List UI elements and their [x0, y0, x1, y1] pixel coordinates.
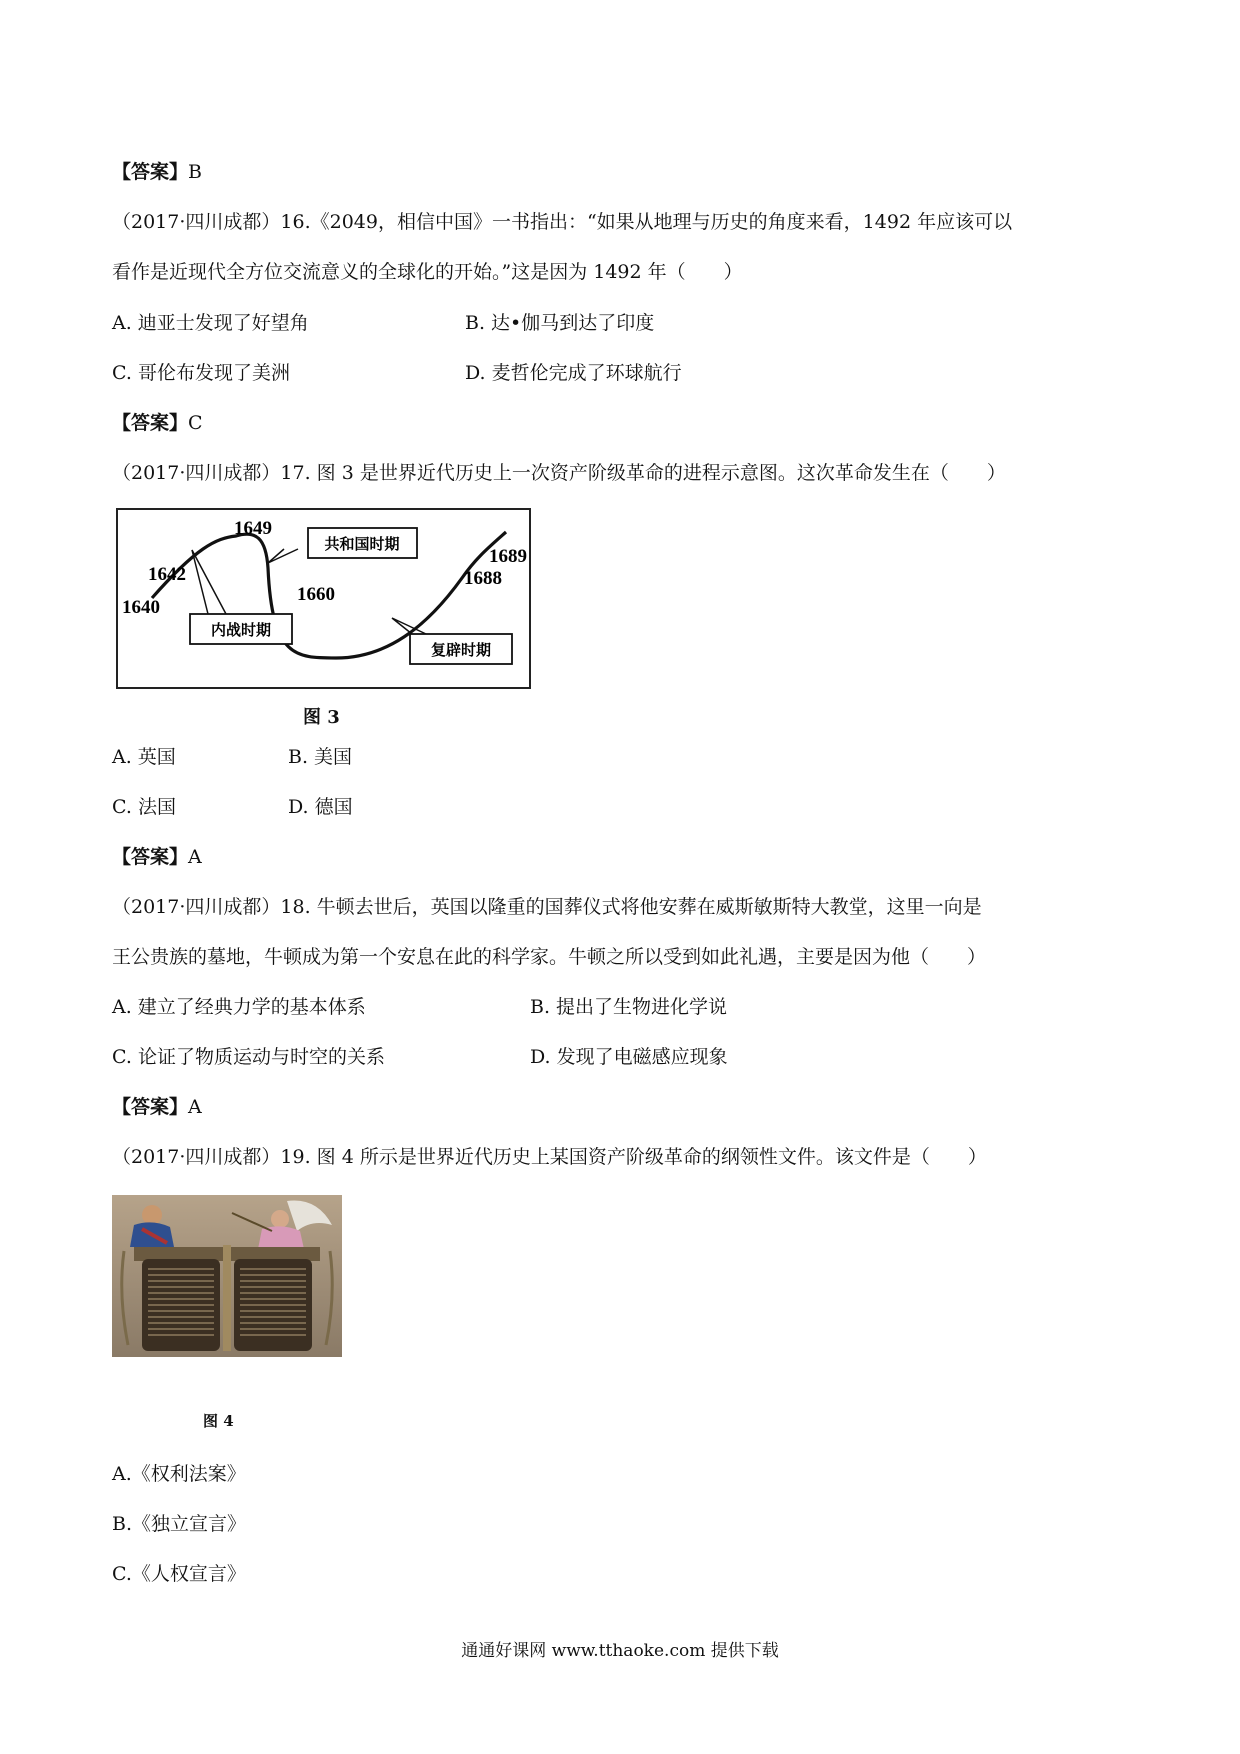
answer-label: 【答案】 [112, 846, 189, 868]
answer-label: 【答案】 [112, 412, 189, 434]
figure-4-caption: 图 4 [203, 1412, 234, 1430]
question-16-option-c: C. 哥伦布发现了美洲 [112, 362, 290, 384]
left-figure-head [142, 1205, 162, 1225]
question-16-option-d: D. 麦哲伦完成了环球航行 [465, 362, 682, 384]
page-footer: 通通好课网 www.tthaoke.com 提供下载 [461, 1641, 779, 1661]
question-18-stem-line-2: 王公贵族的墓地，牛顿成为第一个安息在此的科学家。牛顿之所以受到如此礼遇，主要是因为他（ ） [112, 946, 987, 968]
answer-line-18 [112, 1093, 202, 1121]
question-16-option-a: A. 迪亚士发现了好望角 [112, 312, 309, 334]
year-1649: 1649 [234, 518, 272, 539]
year-1689: 1689 [489, 546, 527, 567]
question-19-stem-line-1: （2017·四川成都）19. 图 4 所示是世界近代历史上某国资产阶级革命的纲领性文件。该文件是（ ） [112, 1146, 987, 1168]
question-18-option-b: B. 提出了生物进化学说 [530, 996, 728, 1018]
answer-value: B [188, 161, 202, 183]
question-16-option-b: B. 达•伽马到达了印度 [465, 312, 655, 334]
label-restoration-period: 复辟时期 [430, 641, 492, 659]
year-1642: 1642 [148, 564, 186, 585]
answer-value: A [188, 1096, 202, 1118]
answer-label: 【答案】 [112, 1096, 189, 1118]
question-17-option-a: A. 英国 [112, 746, 176, 768]
answer-value: C [188, 412, 203, 434]
year-1688: 1688 [464, 568, 502, 589]
question-17-option-d: D. 德国 [288, 796, 353, 818]
revolution-process-diagram [116, 508, 532, 690]
question-19-option-c: C.《人权宣言》 [112, 1563, 246, 1585]
answer-line-15 [112, 158, 202, 186]
question-16-stem-line-2: 看作是近现代全方位交流意义的全球化的开始。”这是因为 1492 年（ ） [112, 261, 743, 283]
question-18-option-c: C. 论证了物质运动与时空的关系 [112, 1046, 385, 1068]
figure-3-caption: 图 3 [303, 707, 340, 728]
label-civil-war-period: 内战时期 [210, 621, 272, 639]
answer-line-16 [112, 409, 203, 437]
label-republic-period: 共和国时期 [324, 535, 400, 553]
question-18-option-d: D. 发现了电磁感应现象 [530, 1046, 728, 1068]
question-17-option-b: B. 美国 [288, 746, 353, 768]
question-17-stem-line-1: （2017·四川成都）17. 图 3 是世界近代历史上一次资产阶级革命的进程示意图。这次革命发生在（ ） [112, 462, 1006, 484]
year-1640: 1640 [122, 597, 160, 618]
question-19-option-a: A.《权利法案》 [112, 1463, 246, 1485]
answer-label: 【答案】 [112, 161, 189, 183]
right-figure-robe [258, 1226, 304, 1249]
question-18-option-a: A. 建立了经典力学的基本体系 [112, 996, 366, 1018]
question-17-option-c: C. 法国 [112, 796, 176, 818]
year-1660: 1660 [297, 584, 335, 605]
question-16-stem-line-1: （2017·四川成都）16.《2049，相信中国》一书指出：“如果从地理与历史的角度来看，1492 年应该可以 [112, 211, 1013, 233]
question-19-option-b: B.《独立宣言》 [112, 1513, 247, 1535]
right-figure-head [271, 1210, 289, 1228]
answer-value: A [188, 846, 202, 868]
question-18-stem-line-1: （2017·四川成都）18. 牛顿去世后，英国以隆重的国葬仪式将他安葬在威斯敏斯特大教堂，这里一向是 [112, 896, 982, 918]
center-column [223, 1245, 231, 1351]
answer-line-17 [112, 843, 202, 871]
declaration-illustration [112, 1195, 342, 1357]
